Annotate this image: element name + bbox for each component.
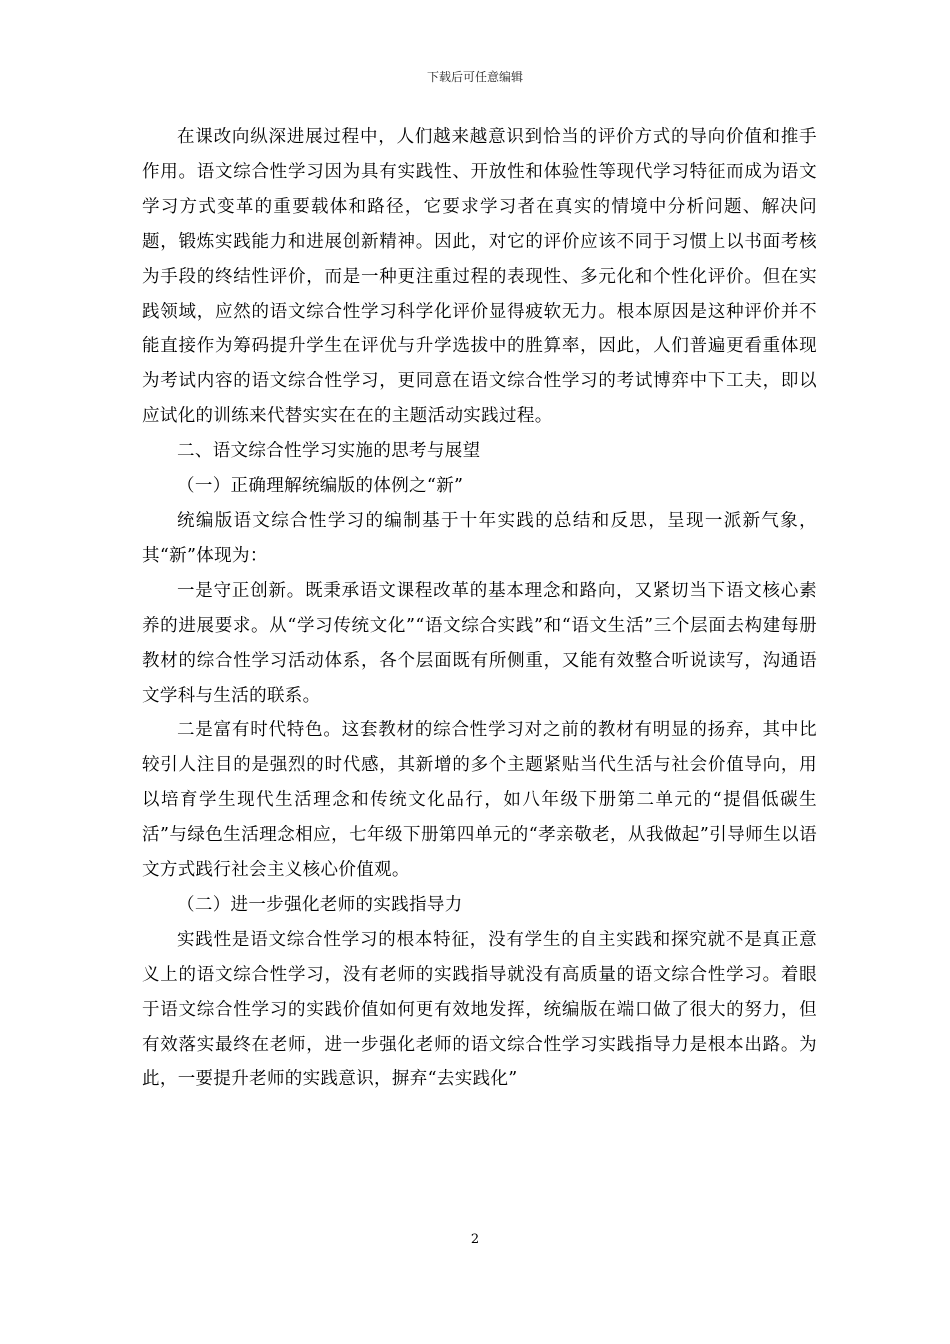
paragraph-point-two: 二是富有时代特色。这套教材的综合性学习对之前的教材有明显的扬弃，其中比较引人注目的是强烈的时代感，其新增的多个主题紧贴当代生活与社会价值导向，用以培育学生现代生活理念和传统文化品行，如八年级下册第二单元的“提倡低碳生活”与绿色生活理念相应，七年级下册第四单元的“孝亲敬老，从我做起”引导师生以语文方式践行社会主义核心价值观。 xyxy=(142,720,817,881)
paragraph-new-intro: 统编版语文综合性学习的编制基于十年实践的总结和反思，呈现一派新气象，其“新”体现为： xyxy=(142,510,817,566)
document-body xyxy=(142,120,817,1097)
page-header: 下载后可任意编辑 xyxy=(426,70,523,84)
paragraph-evaluation: 在课改向纵深进展过程中，人们越来越意识到恰当的评价方式的导向价值和推手作用。语文综合性学习因为具有实践性、开放性和体验性等现代学习特征而成为语文学习方式变革的重要载体和路径，它要求学习者在真实的情境中分析问题、解决问题，锻炼实践能力和进展创新精神。因此，对它的评价应该不同于习惯上以书面考核为手段的终结性评价，而是一种更注重过程的表现性、多元化和个性化评价。但在实践领域，应然的语文综合性学习科学化评价显得疲软无力。根本原因是这种评价并不能直接作为筹码提升学生在评优与升学选拔中的胜算率，因此，人们普遍更看重体现为考试内容的语文综合性学习，更同意在语文综合性学习的考试博弈中下工夫，即以应试化的训练来代替实实在在的主题活动实践过程。 xyxy=(142,127,817,427)
paragraph-point-one: 一是守正创新。既秉承语文课程改革的基本理念和路向，又紧切当下语文核心素养的进展要求。从“学习传统文化”“语文综合实践”和“语文生活”三个层面去构建每册教材的综合性学习活动体系，各个层面既有所侧重，又能有效整合听说读写，沟通语文学科与生活的联系。 xyxy=(142,580,817,706)
section-heading: 二、语文综合性学习实施的思考与展望 xyxy=(177,441,481,462)
paragraph-practice: 实践性是语文综合性学习的根本特征，没有学生的自主实践和探究就不是真正意义上的语文综合性学习，没有老师的实践指导就没有高质量的语文综合性学习。着眼于语文综合性学习的实践价值如何更有效地发挥，统编版在端口做了很大的努力，但有效落实最终在老师，进一步强化老师的语文综合性学习实践指导力是根本出路。为此，一要提升老师的实践意识，摒弃“去实践化” xyxy=(142,929,817,1090)
subsection-heading-1: （一）正确理解统编版的体例之“新” xyxy=(177,476,464,497)
page-number: 2 xyxy=(470,1232,480,1247)
subsection-heading-2: （二）进一步强化老师的实践指导力 xyxy=(177,894,463,915)
